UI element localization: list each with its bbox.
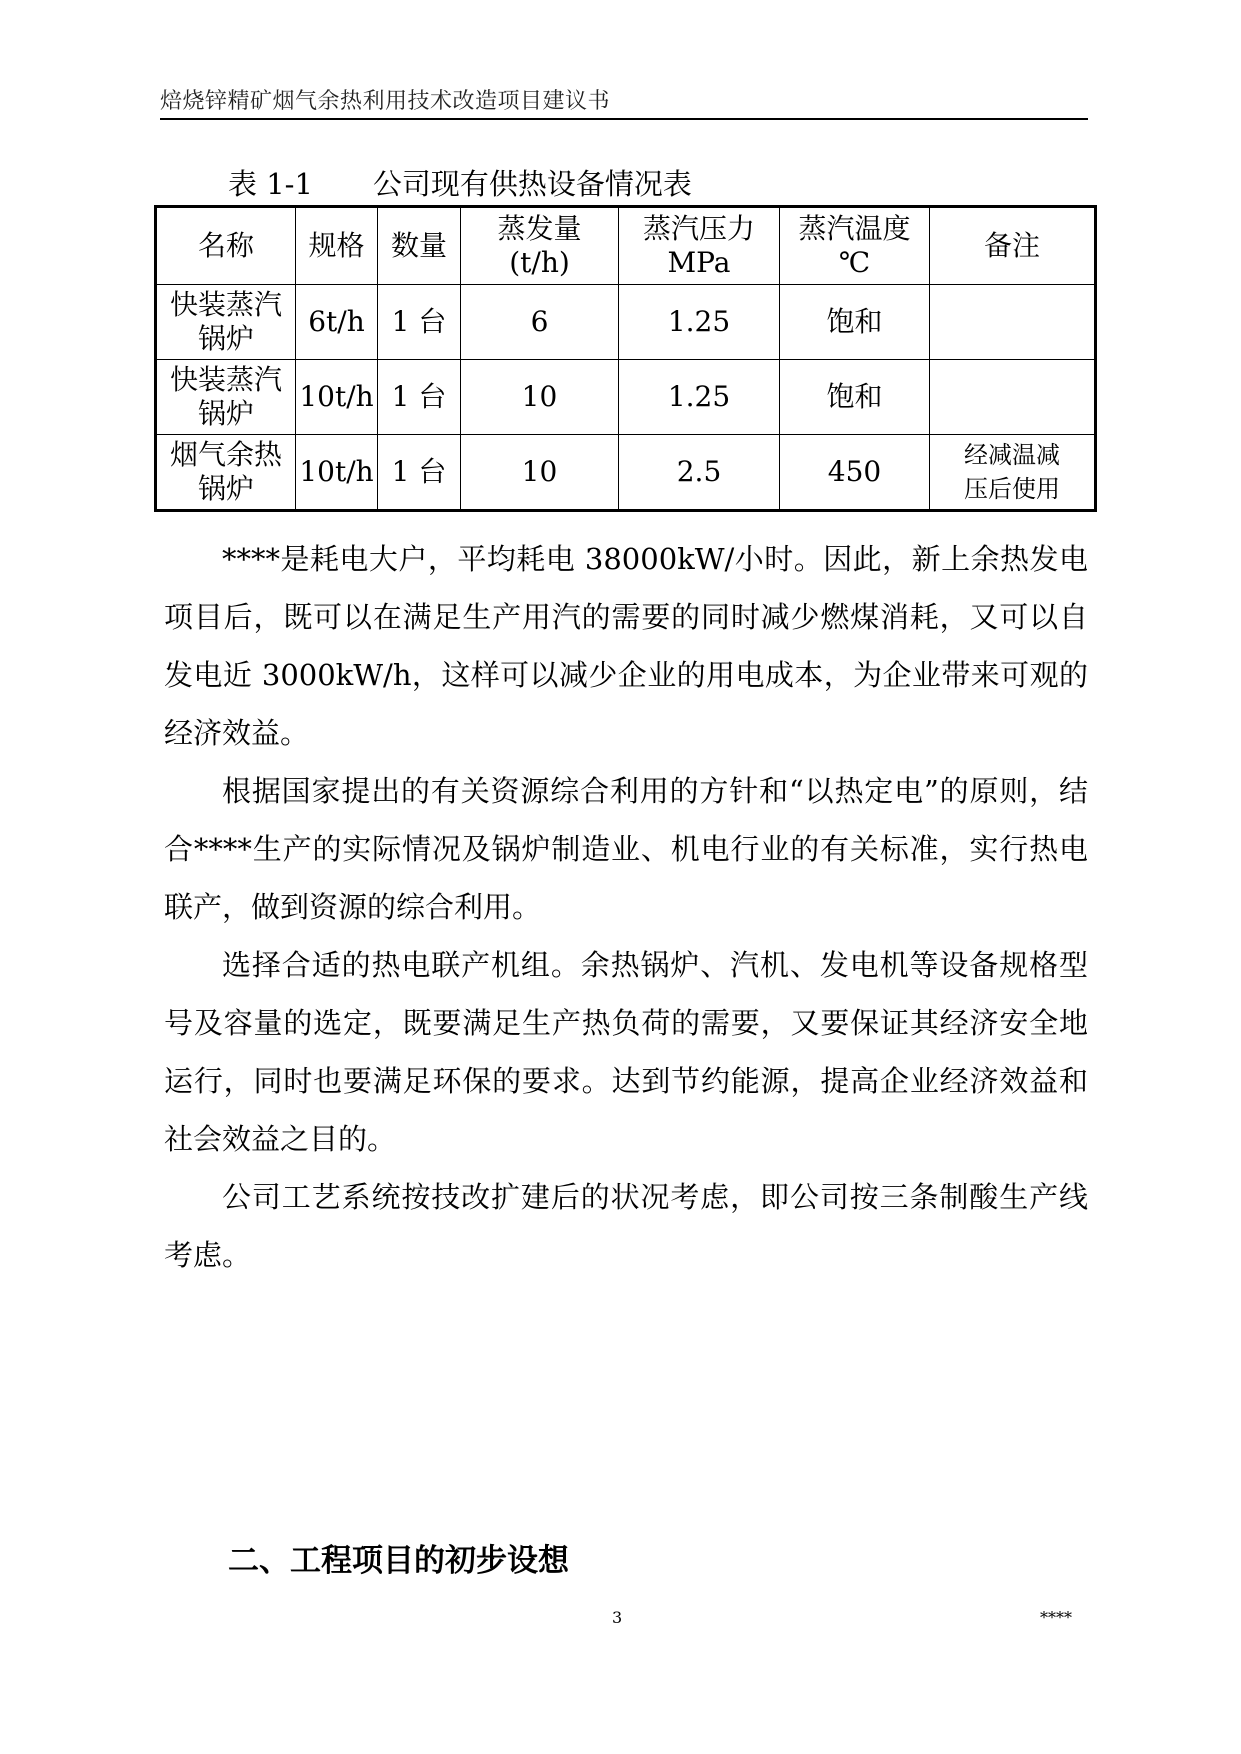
equipment-table: [154, 205, 1097, 512]
paragraph: 选择合适的热电联产机组。余热锅炉、汽机、发电机等设备规格型号及容量的选定，既要满足生产热负荷的需要，又要保证其经济安全地运行，同时也要满足环保的要求。达到节约能源，提高企业经济效益和社会效益之目的。: [164, 948, 1088, 1156]
cell-evaporation: 10: [461, 435, 619, 511]
table-caption-title: 公司现有供热设备情况表: [372, 167, 692, 201]
cell-evaporation: 10: [461, 360, 619, 435]
table-header-row: [156, 207, 1096, 285]
table-row: [156, 360, 1096, 435]
cell-note: [930, 285, 1096, 360]
header-name: 名称: [156, 207, 296, 285]
section-title: 二、工程项目的初步设想: [228, 1543, 569, 1579]
cell-spec: 10t/h: [296, 435, 378, 511]
cell-name: 快装蒸汽 锅炉: [156, 285, 296, 360]
table-row: [156, 435, 1096, 511]
page-number: 3: [612, 1608, 623, 1627]
cell-qty: 1 台: [378, 435, 461, 511]
running-header: 焙烧锌精矿烟气余热利用技术改造项目建议书: [160, 89, 611, 114]
header-temperature: 蒸汽温度 ℃: [780, 207, 930, 285]
table-row: [156, 285, 1096, 360]
paragraph: ****是耗电大户，平均耗电 38000kW/小时。因此，新上余热发电项目后，既可以在满足生产用汽的需要的同时减少燃煤消耗，又可以自发电近 3000kW/h，这样可以减少企业的用电成本，为企业带来可观的经济效益。: [164, 542, 1088, 750]
cell-pressure: 1.25: [619, 360, 780, 435]
header-qty: 数量: [378, 207, 461, 285]
cell-name: 烟气余热 锅炉: [156, 435, 296, 511]
paragraph: 公司工艺系统按技改扩建后的状况考虑，即公司按三条制酸生产线考虑。: [164, 1180, 1088, 1272]
cell-temperature: 450: [780, 435, 930, 511]
cell-note: 经减温减 压后使用: [930, 435, 1096, 511]
cell-note: [930, 360, 1096, 435]
cell-pressure: 1.25: [619, 285, 780, 360]
cell-spec: 10t/h: [296, 360, 378, 435]
cell-temperature: 饱和: [780, 360, 930, 435]
header-pressure: 蒸汽压力 MPa: [619, 207, 780, 285]
body-text: [164, 530, 1088, 1284]
cell-qty: 1 台: [378, 285, 461, 360]
cell-qty: 1 台: [378, 360, 461, 435]
header-spec: 规格: [296, 207, 378, 285]
header-note: 备注: [930, 207, 1096, 285]
cell-spec: 6t/h: [296, 285, 378, 360]
table-caption-number: 表 1-1: [228, 167, 313, 201]
cell-evaporation: 6: [461, 285, 619, 360]
header-evaporation: 蒸发量 (t/h): [461, 207, 619, 285]
cell-pressure: 2.5: [619, 435, 780, 511]
cell-name: 快装蒸汽 锅炉: [156, 360, 296, 435]
paragraph: 根据国家提出的有关资源综合利用的方针和“以热定电”的原则，结合****生产的实际情况及锅炉制造业、机电行业的有关标准，实行热电联产，做到资源的综合利用。: [164, 774, 1088, 924]
header-rule: [160, 118, 1088, 120]
cell-temperature: 饱和: [780, 285, 930, 360]
table-caption: [228, 162, 692, 203]
footer-mark: ****: [1040, 1608, 1072, 1627]
